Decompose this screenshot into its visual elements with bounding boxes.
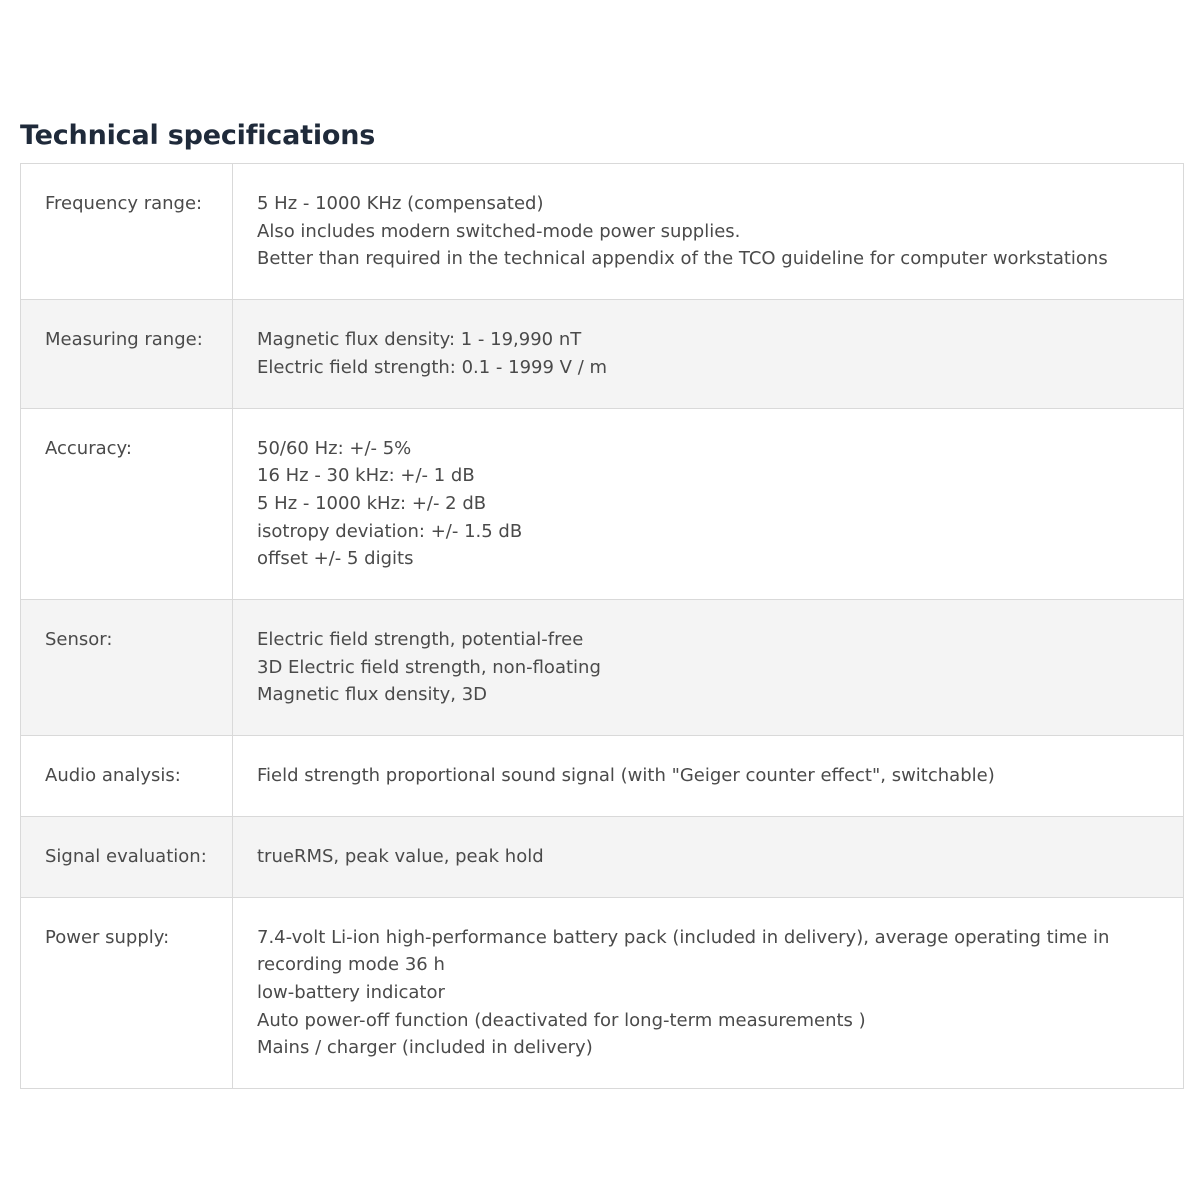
spec-value	[233, 897, 1184, 1089]
spec-value-line: Also includes modern switched-mode power supplies.	[257, 220, 741, 242]
spec-label: Frequency range:	[21, 164, 233, 300]
spec-value-line: trueRMS, peak value, peak hold	[257, 845, 544, 867]
spec-row-power-supply	[21, 897, 1184, 1089]
spec-row-signal-evaluation	[21, 816, 1184, 897]
spec-value-line: low-battery indicator	[257, 981, 445, 1003]
spec-label: Audio analysis:	[21, 736, 233, 817]
spec-value	[233, 600, 1184, 736]
spec-label: Measuring range:	[21, 300, 233, 408]
spec-value-line: Electric field strength, potential-free	[257, 629, 584, 651]
spec-row-accuracy	[21, 408, 1184, 600]
spec-row-audio-analysis	[21, 736, 1184, 817]
spec-value-line: isotropy deviation: +/- 1.5 dB	[257, 520, 523, 542]
spec-table-body	[21, 164, 1184, 1089]
spec-value	[233, 164, 1184, 300]
spec-value	[233, 736, 1184, 817]
spec-row-measuring-range	[21, 300, 1184, 408]
spec-value	[233, 816, 1184, 897]
spec-value-line: Field strength proportional sound signal (with "Geiger counter effect", switchable)	[257, 765, 995, 787]
spec-value-line: Electric field strength: 0.1 - 1999 V / m	[257, 356, 608, 378]
spec-label: Accuracy:	[21, 408, 233, 600]
spec-value-line: offset +/- 5 digits	[257, 548, 414, 570]
spec-value-line: 50/60 Hz: +/- 5%	[257, 437, 412, 459]
spec-value-line: 5 Hz - 1000 kHz: +/- 2 dB	[257, 492, 487, 514]
spec-value-line: Magnetic flux density, 3D	[257, 684, 488, 706]
spec-value-line: 7.4-volt Li-ion high-performance battery pack (included in delivery), average operating time in recording mode 36 h	[257, 926, 1110, 976]
spec-row-frequency-range	[21, 164, 1184, 300]
spec-value-line: 5 Hz - 1000 KHz (compensated)	[257, 193, 544, 214]
spec-row-sensor	[21, 600, 1184, 736]
spec-value-line: 3D Electric field strength, non-floating	[257, 656, 601, 678]
spec-label: Power supply:	[21, 897, 233, 1089]
spec-value	[233, 300, 1184, 408]
spec-value-line: Mains / charger (included in delivery)	[257, 1037, 593, 1059]
spec-value-line: 16 Hz - 30 kHz: +/- 1 dB	[257, 465, 475, 487]
spec-table	[20, 163, 1184, 1089]
page-title: Technical specifications	[20, 120, 376, 151]
spec-value-line: Magnetic flux density: 1 - 19,990 nT	[257, 329, 582, 351]
spec-value-line: Auto power-off function (deactivated for long-term measurements )	[257, 1009, 866, 1031]
spec-value-line: Better than required in the technical appendix of the TCO guideline for computer workstations	[257, 248, 1108, 270]
spec-value	[233, 408, 1184, 600]
spec-label: Signal evaluation:	[21, 816, 233, 897]
spec-label: Sensor:	[21, 600, 233, 736]
